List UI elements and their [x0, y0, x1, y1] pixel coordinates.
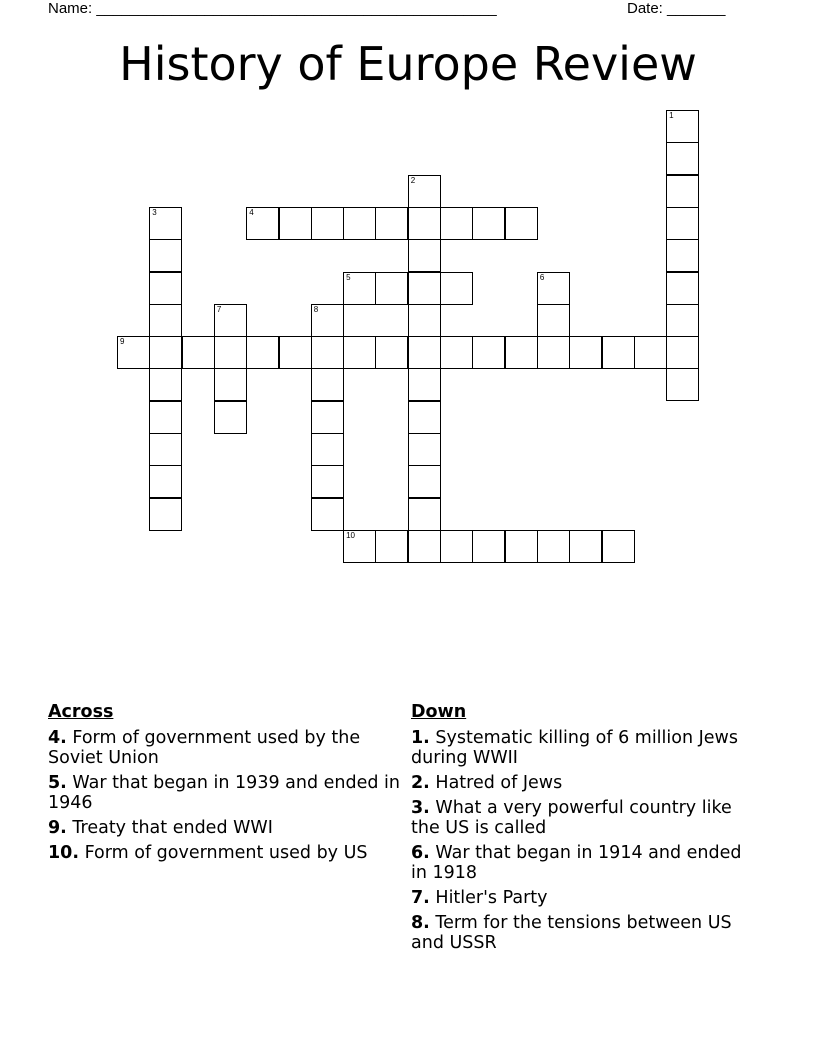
grid-cell[interactable]	[149, 498, 182, 531]
grid-cell[interactable]	[311, 401, 344, 434]
cell-number: 3	[152, 207, 157, 217]
clue-number: 3.	[411, 798, 430, 818]
clue-text: Hatred of Jews	[435, 773, 563, 793]
grid-cell[interactable]	[149, 207, 182, 240]
clue-number: 2.	[411, 773, 430, 793]
grid-cell[interactable]	[343, 207, 376, 240]
clue-text: War that began in 1914 and ended in 1918	[411, 843, 742, 883]
clue-number: 1.	[411, 728, 430, 748]
grid-cell[interactable]	[666, 272, 699, 305]
grid-cell[interactable]	[408, 530, 441, 563]
grid-cell[interactable]	[343, 336, 376, 369]
grid-cell[interactable]	[408, 207, 441, 240]
grid-cell[interactable]	[214, 401, 247, 434]
grid-cell[interactable]	[666, 110, 699, 143]
clue-text: Term for the tensions between US and USSR	[411, 913, 732, 953]
cell-number: 10	[346, 530, 355, 540]
cell-number: 8	[313, 304, 319, 314]
down-clue	[411, 888, 756, 908]
across-clue	[48, 773, 400, 813]
grid-cell[interactable]	[537, 304, 570, 337]
down-heading: Down	[411, 702, 467, 722]
grid-cell[interactable]	[408, 465, 441, 498]
grid-cell[interactable]	[666, 304, 699, 337]
grid-cell[interactable]	[149, 465, 182, 498]
grid-cell[interactable]	[408, 304, 441, 337]
grid-cell[interactable]	[666, 336, 699, 369]
grid-cell[interactable]	[602, 336, 635, 369]
down-clue	[411, 843, 756, 883]
grid-cell[interactable]	[440, 207, 473, 240]
cell-number: 2	[410, 175, 416, 185]
grid-cell[interactable]	[375, 272, 408, 305]
grid-cell[interactable]	[149, 433, 182, 466]
grid-cell[interactable]	[149, 272, 182, 305]
clue-text: Form of government used by the Soviet Union	[48, 728, 361, 768]
grid-cell[interactable]	[472, 336, 505, 369]
grid-cell[interactable]	[343, 530, 376, 563]
across-clue	[48, 818, 400, 838]
grid-cell[interactable]	[311, 498, 344, 531]
grid-cell[interactable]	[149, 239, 182, 272]
grid-cell[interactable]	[279, 207, 312, 240]
grid-cell[interactable]	[666, 368, 699, 401]
grid-cell[interactable]	[602, 530, 635, 563]
page-title: History of Europe Review	[119, 37, 697, 91]
grid-cell[interactable]	[149, 304, 182, 337]
clue-text: Form of government used by US	[84, 843, 368, 863]
grid-cell[interactable]	[375, 530, 408, 563]
grid-cell[interactable]	[472, 530, 505, 563]
grid-cell[interactable]	[666, 142, 699, 175]
grid-cell[interactable]	[666, 207, 699, 240]
grid-cell[interactable]	[375, 336, 408, 369]
grid-cell[interactable]	[408, 272, 441, 305]
grid-cell[interactable]	[311, 304, 344, 337]
clue-number: 10.	[48, 843, 80, 863]
grid-cell[interactable]	[666, 239, 699, 272]
grid-cell[interactable]	[537, 530, 570, 563]
clue-number: 5.	[48, 773, 67, 793]
clue-text: What a very powerful country like the US is called	[411, 798, 732, 838]
grid-cell[interactable]	[408, 175, 441, 208]
down-clue	[411, 798, 756, 838]
cell-number: 6	[539, 272, 545, 282]
grid-cell[interactable]	[149, 336, 182, 369]
grid-cell[interactable]	[440, 272, 473, 305]
grid-cell[interactable]	[343, 272, 376, 305]
grid-cell[interactable]	[311, 368, 344, 401]
grid-cell[interactable]	[408, 433, 441, 466]
cell-number: 7	[216, 304, 222, 314]
grid-cell[interactable]	[408, 239, 441, 272]
grid-cell[interactable]	[311, 465, 344, 498]
grid-cell[interactable]	[311, 336, 344, 369]
clue-text: Treaty that ended WWI	[72, 818, 273, 838]
down-clue	[411, 728, 756, 768]
grid-cell[interactable]	[214, 336, 247, 369]
down-clues	[411, 702, 756, 958]
clue-number: 8.	[411, 913, 430, 933]
grid-cell[interactable]	[569, 530, 602, 563]
grid-cell[interactable]	[182, 336, 215, 369]
grid-cell[interactable]	[666, 175, 699, 208]
across-clue	[48, 843, 400, 863]
grid-cell[interactable]	[505, 207, 538, 240]
clue-text: War that began in 1939 and ended in 1946	[48, 773, 400, 813]
grid-cell[interactable]	[472, 207, 505, 240]
cell-number: 1	[669, 111, 674, 120]
grid-cell[interactable]	[214, 368, 247, 401]
grid-cell[interactable]	[569, 336, 602, 369]
name-field[interactable]: Name: ________________________________________________	[48, 0, 497, 17]
cell-number: 4	[249, 207, 254, 217]
clue-text: Hitler's Party	[435, 888, 548, 908]
grid-cell[interactable]	[279, 336, 312, 369]
across-clue	[48, 728, 400, 768]
clue-number: 9.	[48, 818, 67, 838]
grid-cell[interactable]	[149, 368, 182, 401]
grid-cell[interactable]	[246, 336, 279, 369]
cell-number: 9	[120, 337, 125, 347]
clue-number: 7.	[411, 888, 430, 908]
grid-cell[interactable]	[440, 530, 473, 563]
date-field[interactable]: Date: _______	[627, 0, 726, 17]
grid-cell[interactable]	[214, 304, 247, 337]
grid-cell[interactable]	[117, 336, 150, 369]
across-heading: Across	[48, 702, 114, 722]
grid-cell[interactable]	[375, 207, 408, 240]
grid-cell[interactable]	[408, 368, 441, 401]
grid-cell[interactable]	[149, 401, 182, 434]
cell-number: 5	[346, 272, 351, 282]
clue-text: Systematic killing of 6 million Jews during WWII	[411, 728, 738, 768]
grid-cell[interactable]	[537, 336, 570, 369]
grid-cell[interactable]	[311, 433, 344, 466]
grid-cell[interactable]	[408, 336, 441, 369]
across-clues	[48, 702, 400, 868]
grid-cell[interactable]	[408, 401, 441, 434]
grid-cell[interactable]	[505, 530, 538, 563]
down-clue	[411, 773, 756, 793]
grid-cell[interactable]	[537, 272, 570, 305]
grid-cell[interactable]	[408, 498, 441, 531]
grid-cell[interactable]	[311, 207, 344, 240]
clue-number: 4.	[48, 728, 67, 748]
grid-cell[interactable]	[440, 336, 473, 369]
grid-cell[interactable]	[634, 336, 667, 369]
grid-cell[interactable]	[505, 336, 538, 369]
clue-number: 6.	[411, 843, 430, 863]
grid-cell[interactable]	[246, 207, 279, 240]
down-clue	[411, 913, 756, 953]
